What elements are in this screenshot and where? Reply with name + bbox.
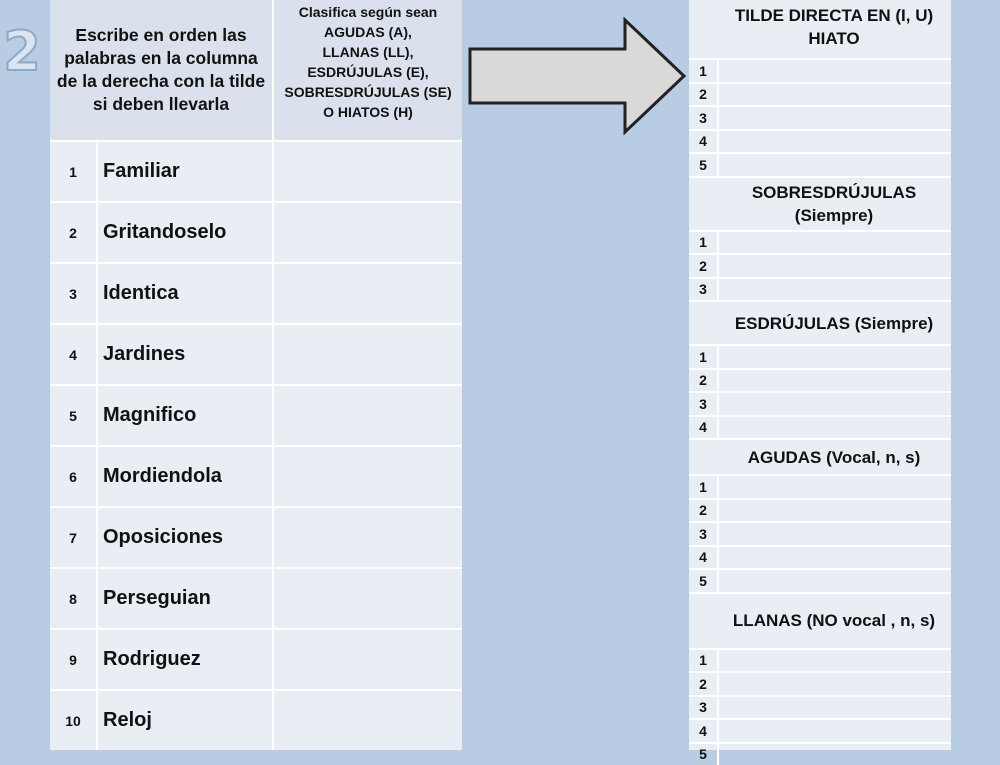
row-number: 1 <box>689 346 717 368</box>
section-row <box>689 253 951 277</box>
section-row <box>689 498 951 522</box>
section-row <box>689 671 951 695</box>
word-label: Jardines <box>96 325 272 384</box>
classification-answer-cell[interactable] <box>272 630 462 689</box>
section-row <box>689 344 951 368</box>
word-number: 1 <box>50 142 96 201</box>
word-label: Perseguian <box>96 569 272 628</box>
answer-cell[interactable] <box>717 523 951 545</box>
word-row <box>50 628 462 689</box>
classification-answer-cell[interactable] <box>272 142 462 201</box>
answer-cell[interactable] <box>717 650 951 672</box>
section-title: TILDE DIRECTA EN (I, U) HIATO <box>689 0 951 58</box>
classification-answer-cell[interactable] <box>272 386 462 445</box>
section-row <box>689 545 951 569</box>
section-row <box>689 129 951 153</box>
row-number: 5 <box>689 570 717 592</box>
right-arrow-icon <box>468 18 688 136</box>
word-number: 7 <box>50 508 96 567</box>
word-label: Familiar <box>96 142 272 201</box>
row-number: 1 <box>689 650 717 672</box>
answer-cell[interactable] <box>717 60 951 82</box>
word-number: 10 <box>50 691 96 750</box>
answer-cell[interactable] <box>717 346 951 368</box>
classification-answer-cell[interactable] <box>272 691 462 750</box>
answer-cell[interactable] <box>717 393 951 415</box>
row-number: 1 <box>689 232 717 254</box>
row-number: 1 <box>689 476 717 498</box>
section-title: SOBRESDRÚJULAS (Siempre) <box>689 176 951 230</box>
answer-cell[interactable] <box>717 417 951 439</box>
section-row <box>689 230 951 254</box>
row-number: 3 <box>689 107 717 129</box>
word-number: 2 <box>50 203 96 262</box>
row-number: 2 <box>689 255 717 277</box>
word-number: 4 <box>50 325 96 384</box>
answer-cell[interactable] <box>717 279 951 301</box>
answer-cell[interactable] <box>717 255 951 277</box>
word-label: Oposiciones <box>96 508 272 567</box>
section-row <box>689 474 951 498</box>
classify-instruction-text: Clasifica según sean AGUDAS (A), LLANAS (LL), ESDRÚJULAS (E), SOBRESDRÚJULAS (SE) O HIATOS (H) <box>272 0 462 140</box>
answer-cell[interactable] <box>717 697 951 719</box>
word-number: 5 <box>50 386 96 445</box>
section-title: LLANAS (NO vocal , n, s) <box>689 592 951 648</box>
word-row <box>50 384 462 445</box>
answer-cell[interactable] <box>717 107 951 129</box>
row-number: 2 <box>689 370 717 392</box>
answer-cell[interactable] <box>717 370 951 392</box>
word-row <box>50 506 462 567</box>
answer-cell[interactable] <box>717 744 951 765</box>
row-number: 4 <box>689 131 717 153</box>
section-row <box>689 391 951 415</box>
answer-cell[interactable] <box>717 500 951 522</box>
row-number: 3 <box>689 697 717 719</box>
section-row <box>689 152 951 176</box>
row-number: 3 <box>689 279 717 301</box>
word-row <box>50 567 462 628</box>
answer-cell[interactable] <box>717 720 951 742</box>
word-number: 3 <box>50 264 96 323</box>
word-label: Reloj <box>96 691 272 750</box>
instruction-text: Escribe en orden las palabras en la columna de la derecha con la tilde si deben llevarla <box>50 0 272 140</box>
section-row <box>689 568 951 592</box>
section-row <box>689 368 951 392</box>
word-label: Identica <box>96 264 272 323</box>
answer-cell[interactable] <box>717 547 951 569</box>
section-row <box>689 105 951 129</box>
section-row <box>689 648 951 672</box>
row-number: 2 <box>689 84 717 106</box>
row-number: 2 <box>689 673 717 695</box>
answer-cell[interactable] <box>717 84 951 106</box>
word-number: 9 <box>50 630 96 689</box>
section-row <box>689 521 951 545</box>
word-table-header <box>50 0 462 140</box>
answer-cell[interactable] <box>717 154 951 176</box>
section-row <box>689 718 951 742</box>
word-row <box>50 262 462 323</box>
row-number: 5 <box>689 744 717 765</box>
word-row <box>50 201 462 262</box>
section-row <box>689 415 951 439</box>
word-number: 8 <box>50 569 96 628</box>
activity-number: 2 <box>2 22 42 82</box>
answer-cell[interactable] <box>717 673 951 695</box>
classification-table <box>689 0 951 750</box>
classification-answer-cell[interactable] <box>272 264 462 323</box>
word-row <box>50 140 462 201</box>
classification-answer-cell[interactable] <box>272 447 462 506</box>
word-row <box>50 689 462 750</box>
section-row <box>689 695 951 719</box>
row-number: 3 <box>689 393 717 415</box>
section-row <box>689 277 951 301</box>
answer-cell[interactable] <box>717 570 951 592</box>
classification-answer-cell[interactable] <box>272 325 462 384</box>
word-row <box>50 445 462 506</box>
classification-answer-cell[interactable] <box>272 508 462 567</box>
word-row <box>50 323 462 384</box>
row-number: 3 <box>689 523 717 545</box>
row-number: 4 <box>689 720 717 742</box>
row-number: 4 <box>689 417 717 439</box>
word-table <box>50 0 462 750</box>
section-row <box>689 58 951 82</box>
answer-cell[interactable] <box>717 131 951 153</box>
word-label: Magnifico <box>96 386 272 445</box>
answer-cell[interactable] <box>717 476 951 498</box>
section-row <box>689 82 951 106</box>
classification-answer-cell[interactable] <box>272 569 462 628</box>
word-label: Rodriguez <box>96 630 272 689</box>
word-label: Gritandoselo <box>96 203 272 262</box>
answer-cell[interactable] <box>717 232 951 254</box>
word-label: Mordiendola <box>96 447 272 506</box>
section-title: ESDRÚJULAS (Siempre) <box>689 300 951 344</box>
row-number: 1 <box>689 60 717 82</box>
row-number: 5 <box>689 154 717 176</box>
row-number: 4 <box>689 547 717 569</box>
word-number: 6 <box>50 447 96 506</box>
row-number: 2 <box>689 500 717 522</box>
classification-answer-cell[interactable] <box>272 203 462 262</box>
section-row <box>689 742 951 765</box>
section-title: AGUDAS (Vocal, n, s) <box>689 438 951 474</box>
